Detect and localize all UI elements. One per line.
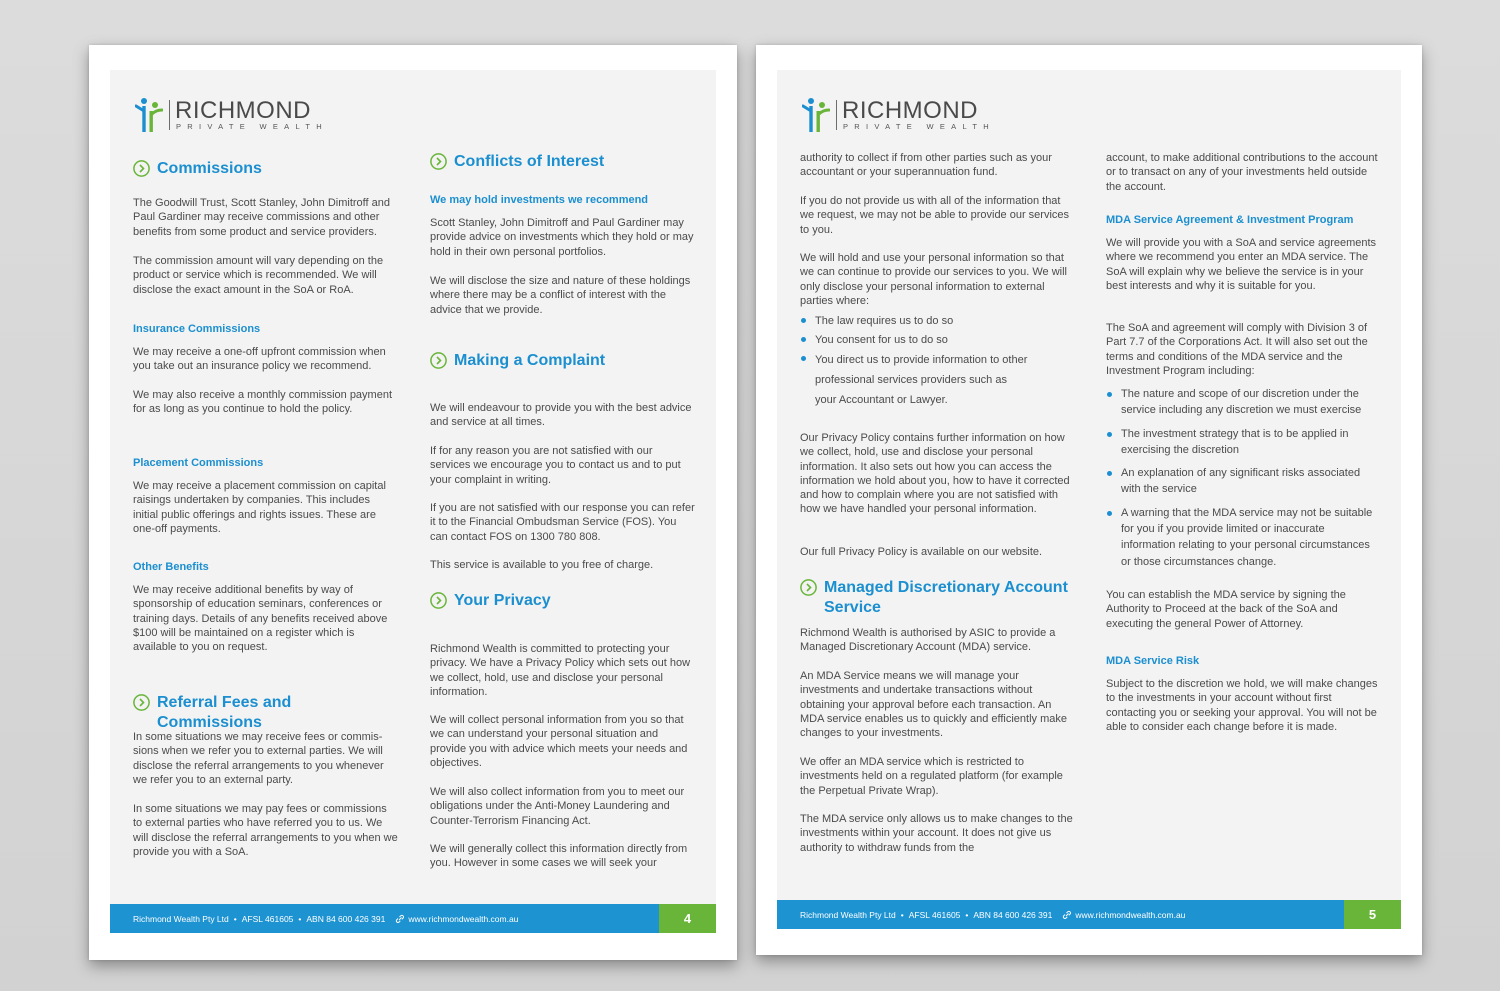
paragraph: We will endeavour to provide you with the best advice and service at all times. [430, 402, 692, 429]
section-heading-privacy [430, 591, 695, 611]
footer-separator: • [965, 909, 969, 920]
subheading-agreement: MDA Service Agreement & Investment Program [1106, 214, 1354, 226]
list-item: You direct us to provide information to other professional services providers such as your Accountant or Lawyer. [800, 350, 1050, 410]
paragraph: If for any reason you are not satisfied with our services we encourage you to contact us and to put your complaint in writing. [430, 445, 681, 486]
footer-company: Richmond Wealth Pty Ltd [800, 909, 896, 920]
paragraph: Scott Stanley, John Dimitroff and Paul Gardiner may provide advice on investments which they hold or may hold in their own personal portfolios. [430, 217, 694, 258]
subheading-insurance: Insurance Commissions [133, 323, 261, 335]
footer-website-link[interactable]: www.richmondwealth.com.au [408, 913, 519, 924]
logo-tagline: PRIVATE WEALTH [843, 121, 995, 131]
page-footer [110, 904, 716, 933]
page-number: 5 [1344, 900, 1401, 929]
footer-separator: • [298, 913, 302, 924]
footer-abn: ABN 84 600 426 391 [306, 913, 386, 924]
section-heading-conflicts [430, 152, 695, 172]
list-item: You consent for us to do so [800, 331, 1050, 350]
subheading-other-benefits: Other Benefits [133, 561, 209, 573]
subheading-placement: Placement Commissions [133, 457, 264, 469]
footer-afsl: AFSL 461605 [241, 913, 294, 924]
privacy-disclosure-list [800, 312, 1050, 410]
section-heading-complaint [430, 351, 695, 371]
page-footer [777, 900, 1401, 929]
paragraph: We offer an MDA service which is restricted to investments held on a regulated platform (for example the Perpetual Private Wrap). [800, 756, 1063, 797]
paragraph: This service is available to you free of charge. [430, 559, 654, 571]
mda-terms-list [1106, 386, 1381, 570]
paragraph: Richmond Wealth is authorised by ASIC to provide a Managed Discretionary Account (MDA) service. [800, 627, 1056, 654]
chevron-circle-icon [133, 160, 150, 177]
subheading-hold-investments: We may hold investments we recommend [430, 194, 649, 206]
paragraph: account, to make additional contributions to the account or to transact on any of your investments held outside the account. [1106, 152, 1378, 193]
paragraph: If you do not provide us with all of the information that we request, we may not be able to provide our services to you. [800, 195, 1070, 236]
list-item: The law requires us to do so [800, 312, 1050, 331]
heading-text: Conflicts of Interest [454, 153, 605, 170]
paragraph: Our full Privacy Policy is available on our website. [800, 546, 1043, 558]
richmond-logo [135, 97, 328, 133]
heading-text: Your Privacy [454, 592, 551, 609]
paragraph: authority to collect if from other parties such as your accountant or your superannuation fund. [800, 152, 1052, 179]
paragraph: We will generally collect this information directly from you. However in some cases we will seek your [430, 843, 688, 870]
page-5 [756, 45, 1422, 955]
heading-text: Commissions [157, 160, 262, 177]
page-number: 4 [659, 904, 716, 933]
paragraph: We may receive a one-off upfront commission when you take out an insurance policy we recommend. [133, 346, 386, 373]
heading-text: Managed Discretionary Account Service [824, 579, 1068, 616]
footer-separator: • [900, 909, 904, 920]
paragraph: The commission amount will vary depending on the product or service which is recommended. We will disclose the exact amount in the SoA or RoA. [133, 255, 384, 296]
footer-abn: ABN 84 600 426 391 [973, 909, 1053, 920]
section-heading-commissions [133, 159, 398, 179]
heading-text: Making a Complaint [454, 352, 606, 369]
list-item: The nature and scope of our discretion under the service including any discretion we must exercise [1106, 386, 1381, 419]
paragraph: In some situations we may receive fees or commis- sions when we refer you to external parties. We will disclose the referral arrangements to you whenever we refer you to an external party. [133, 731, 384, 786]
paragraph: The SoA and agreement will comply with Division 3 of Part 7.7 of the Corporations Act. It will also set out the terms and conditions of the MDA service and the Investment Program including: [1106, 322, 1368, 377]
footer-afsl: AFSL 461605 [908, 909, 961, 920]
list-item: The investment strategy that is to be applied in exercising the discretion [1106, 426, 1381, 459]
logo-divider [169, 100, 170, 130]
paragraph: We will collect personal information from you so that we can understand your personal situation and provide you with advice which meets your needs and objectives. [430, 714, 688, 769]
section-heading-referral [133, 693, 398, 733]
list-item: A warning that the MDA service may not be suitable for you if you provide limited or inaccurate information relating to your personal circumstances or those circumstances change. [1106, 505, 1381, 570]
paragraph: We will disclose the size and nature of these holdings where there may be a conflict of interest with the advice that we provide. [430, 275, 691, 316]
heading-text: Referral Fees and Commissions [157, 694, 292, 731]
page-4 [89, 45, 737, 960]
paragraph: The MDA service only allows us to make changes to the investments within your account. It does not give us authority to withdraw funds from the [800, 813, 1073, 854]
richmond-logo [802, 97, 995, 133]
paragraph: If you are not satisfied with our response you can refer it to the Financial Ombudsman Service (FOS). You can contact FOS on 1300 780 808. [430, 502, 695, 543]
link-icon [395, 914, 405, 924]
logo-figure-icon [135, 97, 163, 133]
paragraph: We will provide you with a SoA and service agreements where we recommend you enter an MDA service. The SoA will explain why we believe the service is in your best interests and why it is suitable for you. [1106, 237, 1377, 292]
paragraph: We may receive a placement commission on capital raisings undertaken by companies. This includes initial public offerings and rights issues. These are one-off payments. [133, 480, 386, 535]
paragraph: Our Privacy Policy contains further information on how we collect, hold, use and disclose your personal information. It also sets out how you can access the information we hold about you, how to have it corrected and how to complain where you are not satisfied with how we have handled your personal information. [800, 432, 1070, 516]
footer-website-link[interactable]: www.richmondwealth.com.au [1075, 909, 1186, 920]
logo-divider [836, 100, 837, 130]
chevron-circle-icon [430, 592, 447, 609]
section-heading-mda [800, 578, 1075, 618]
logo-brand-name: RICHMOND [175, 96, 311, 124]
paragraph: An MDA Service means we will manage your investments and undertake transactions without obtaining your approval before each transaction. An MDA service enables us to quickly and efficiently make changes to your investments. [800, 670, 1067, 740]
footer-separator: • [233, 913, 237, 924]
paragraph: We may receive additional benefits by way of sponsorship of education seminars, conferences or training days. Details of any benefits received above $100 will be maintained on a register which is available to you on request. [133, 584, 388, 654]
logo-brand-name: RICHMOND [842, 96, 978, 124]
paragraph: The Goodwill Trust, Scott Stanley, John Dimitroff and Paul Gardiner may receive commissions and other benefits from some product and service providers. [133, 197, 390, 238]
subheading-mda-risk: MDA Service Risk [1106, 655, 1200, 667]
chevron-circle-icon [800, 579, 817, 596]
chevron-circle-icon [430, 153, 447, 170]
page-panel [110, 70, 716, 933]
paragraph: Richmond Wealth is committed to protecting your privacy. We have a Privacy Policy which sets out how we collect, hold, use and disclose your personal information. [430, 643, 691, 698]
paragraph: We will hold and use your personal information so that we can continue to provide our services to you. We will only disclose your personal information to external parties where: [800, 252, 1067, 307]
paragraph: In some situations we may pay fees or commissions to external parties who have referred you to us. We will disclose the referral arrangements to you when we provide you with a SoA. [133, 803, 398, 858]
logo-figure-icon [802, 97, 830, 133]
chevron-circle-icon [430, 352, 447, 369]
chevron-circle-icon [133, 694, 150, 711]
paragraph: You can establish the MDA service by signing the Authority to Proceed at the back of the SoA and executing the general Power of Attorney. [1106, 589, 1346, 630]
paragraph: We will also collect information from you to meet our obligations under the Anti-Money Laundering and Counter-Terrorism Financing Act. [430, 786, 685, 827]
footer-company: Richmond Wealth Pty Ltd [133, 913, 229, 924]
link-icon [1062, 910, 1072, 920]
paragraph: We may also receive a monthly commission payment for as long as you continue to hold the policy. [133, 389, 393, 416]
list-item: An explanation of any significant risks associated with the service [1106, 465, 1381, 498]
logo-tagline: PRIVATE WEALTH [176, 121, 328, 131]
page-panel [777, 70, 1401, 929]
paragraph: Subject to the discretion we hold, we will make changes to the investments in your account without first contacting you or seeking your approval. You will not be able to consider each change before it is made. [1106, 678, 1378, 733]
